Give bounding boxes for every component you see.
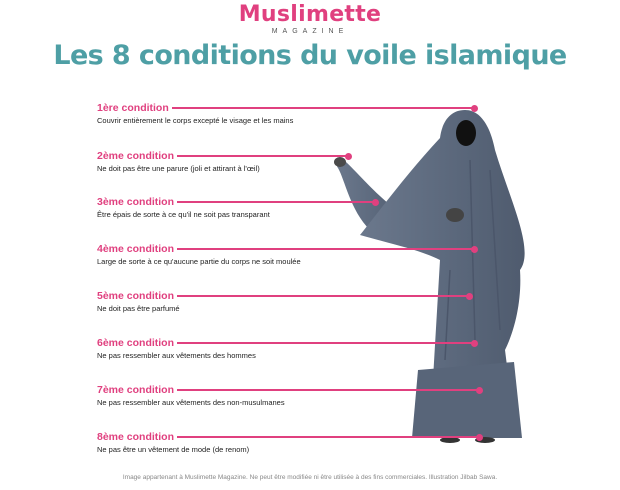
condition-label: 3ème condition — [97, 196, 175, 208]
image-credit: Image appartenant à Muslimette Magazine. Ne peut être modifiée ni être utilisée à des fins commerciales. Illustration Jilbab Sawa. — [122, 474, 498, 481]
condition-label: 1ère condition — [97, 102, 169, 114]
condition-4 — [97, 243, 478, 266]
pointer-dot — [471, 340, 478, 347]
condition-2 — [97, 150, 352, 173]
brand-logo — [0, 2, 620, 27]
condition-description: Ne pas ressembler aux vêtements des non-musulmanes — [97, 398, 285, 407]
pointer-dot — [345, 153, 352, 160]
condition-label: 5ème condition — [97, 290, 175, 302]
pointer-line — [177, 342, 472, 344]
condition-description: Être épais de sorte à ce qu'il ne soit pas transparant — [97, 210, 270, 219]
pointer-line — [172, 107, 472, 109]
pointer-line — [177, 155, 346, 157]
condition-label: 8ème condition — [97, 431, 175, 443]
condition-description: Ne pas ressembler aux vêtements des hommes — [97, 351, 256, 360]
pointer-dot — [476, 387, 483, 394]
condition-8 — [97, 431, 483, 454]
condition-description: Couvrir entièrement le corps excepté le visage et les mains — [97, 116, 294, 125]
condition-3 — [97, 196, 379, 219]
condition-label: 6ème condition — [97, 337, 175, 349]
pointer-dot — [471, 246, 478, 253]
pointer-line — [177, 295, 467, 297]
condition-7 — [97, 384, 483, 407]
condition-label: 4ème condition — [97, 243, 175, 255]
condition-5 — [97, 290, 473, 313]
condition-description: Ne doit pas être une parure (joli et attirant à l'œil) — [97, 164, 260, 173]
condition-description: Ne doit pas être parfumé — [97, 304, 180, 313]
brand-subtitle: MAGAZINE — [271, 28, 349, 35]
condition-1 — [97, 102, 478, 125]
condition-label: 2ème condition — [97, 150, 175, 162]
brand-name: Muslimette — [238, 2, 382, 27]
pointer-line — [177, 201, 373, 203]
pointer-line — [177, 436, 477, 438]
pointer-line — [177, 248, 472, 250]
condition-label: 7ème condition — [97, 384, 175, 396]
pointer-dot — [476, 434, 483, 441]
condition-description: Large de sorte à ce qu'aucune partie du corps ne soit moulée — [97, 257, 301, 266]
pointer-dot — [466, 293, 473, 300]
page-title: Les 8 conditions du voile islamique — [53, 40, 567, 71]
condition-description: Ne pas être un vêtement de mode (de renom) — [97, 445, 250, 454]
pointer-line — [177, 389, 477, 391]
pointer-dot — [471, 105, 478, 112]
pointer-dot — [372, 199, 379, 206]
condition-6 — [97, 337, 478, 360]
